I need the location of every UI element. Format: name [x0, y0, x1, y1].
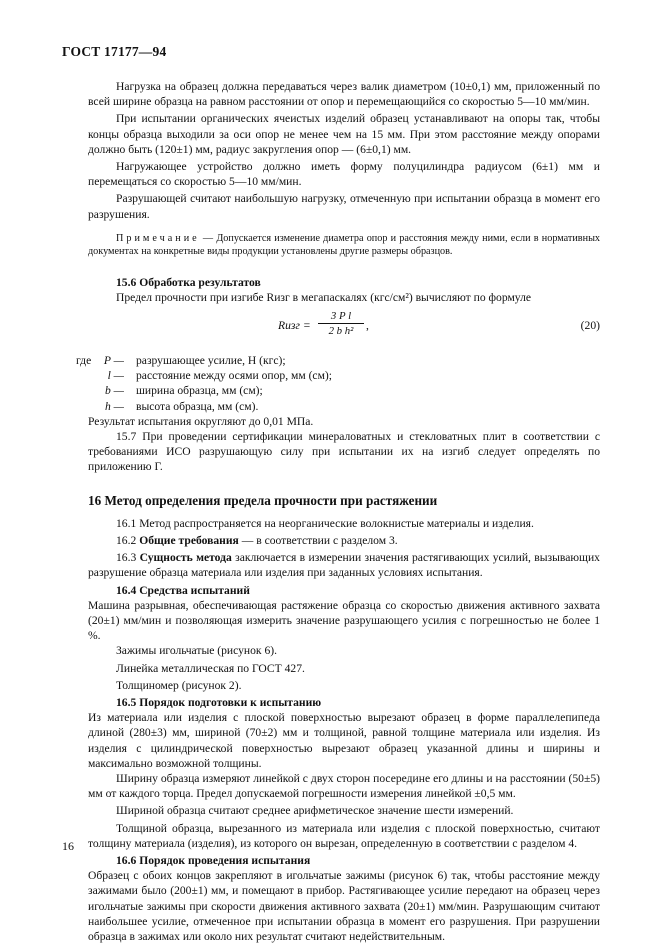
paragraph: Нагружающее устройство должно иметь форму полуцилиндра радиусом (6±1) мм и перемещаться со скоростью 5—10 мм/мин. [88, 160, 600, 189]
paragraph: Зажимы игольчатые (рисунок 6). [116, 644, 278, 658]
paragraph: Линейка металлическая по ГОСТ 427. [116, 661, 305, 675]
where-label: где [76, 354, 92, 368]
variable-list [76, 353, 600, 414]
section-heading-16-4: 16.4 Средства испытаний [116, 583, 250, 597]
clause-title: Общие требования [139, 534, 239, 548]
variable-row [76, 353, 600, 368]
variable-row [88, 368, 600, 383]
paragraph-16-2 [88, 533, 600, 548]
note-text: — Допускается изменение диаметра опор и расстояния между ними, если в нормативных документах на конкретные виды продукции установлены другие размеры образцов. [88, 232, 601, 258]
paragraph-16-3 [88, 550, 600, 580]
clause-text: — в соответствии с разделом 3. [241, 534, 398, 548]
paragraph-15-7: 15.7 При проведении сертификации минераловатных и стекловатных плит в соответствии с требованиями ИСО разрушающую силу при испытании их на изгиб следует определять по приложению Г. [88, 430, 600, 474]
paragraph: Шириной образца считают среднее арифметическое значение шести измерений. [116, 804, 514, 818]
variable-symbol: b — [104, 384, 124, 398]
note-label: Примечание [116, 232, 200, 244]
variable-row [88, 399, 600, 414]
variable-text: разрушающее усилие, Н (кгс); [136, 354, 286, 368]
note [88, 232, 600, 259]
formula-fraction [318, 309, 364, 338]
variable-text: расстояние между осями опор, мм (см); [136, 369, 332, 383]
page-number: 16 [62, 839, 74, 853]
formula-comma: , [366, 319, 369, 333]
section-heading-16-6: 16.6 Порядок проведения испытания [116, 854, 311, 868]
document-body [76, 79, 601, 944]
variable-text: высота образца, мм (см). [136, 399, 259, 413]
paragraph: При испытании органических ячеистых изделий образец устанавливают на опоры так, чтобы концы образца выходили за оси опор не менее чем на 15 мм. При этом расстояние между опорами должно быть (120±1) мм, радиус закругления опор — (6±0,1) мм. [88, 112, 600, 156]
variable-symbol: P — [103, 354, 124, 368]
formula-intro: Предел прочности при изгибе Rизг в мегапаскалях (кгс/см²) вычисляют по формуле [116, 290, 532, 304]
paragraph: Ширину образца измеряют линейкой с двух сторон посередине его длины и на расстоянии (50±5) мм от каждого торца. Предел допускаемой погрешности измерения линейкой ±0,5 мм. [88, 772, 600, 801]
variable-symbol: h — [104, 399, 124, 413]
paragraph: Нагрузка на образец должна передаваться через валик диаметром (10±0,1) мм, приложенный по всей ширине образца на равном расстоянии от опор и перемещающийся со скоростью 5—10 мм/мин. [88, 80, 600, 109]
paragraph: Толщиной образца, вырезанного из материала или изделия с плоской поверхностью, считают толщину материала (изделия), из которого он вырезан, определенную в соответствии с разделом 4. [88, 821, 600, 850]
clause-number: 16.2 [116, 534, 137, 548]
section-heading-15-6: 15.6 Обработка результатов [116, 275, 261, 289]
paragraph: Толщиномер (рисунок 2). [116, 678, 242, 692]
variable-row [88, 383, 600, 398]
paragraph: Машина разрывная, обеспечивающая растяжение образца со скоростью движения активного захвата (20±1) мм/мин и позволяющая измерить значение разрушающего усилия с погрешностью не более 1 %. [88, 598, 600, 643]
variable-symbol: l — [107, 369, 124, 383]
variable-text: ширина образца, мм (см); [136, 384, 263, 398]
formula-lhs: Rизг = [278, 319, 311, 333]
equation-number: (20) [580, 319, 600, 333]
section-heading-16: 16 Метод определения предела прочности при растяжении [88, 492, 438, 508]
formula-denominator: 2 b h² [328, 325, 354, 338]
clause-title: Сущность метода [139, 551, 232, 565]
rounding-rule: Результат испытания округляют до 0,01 МПа. [88, 414, 314, 428]
formula-numerator: 3 P l [318, 309, 364, 324]
paragraph-16-1: 16.1 Метод распространяется на неорганические волокнистые материалы и изделия. [116, 516, 534, 530]
clause-text: заключается в измерении значения растягивающих усилий, вызывающих разрушение образца материала или изделия при заданных условиях испытания. [88, 551, 600, 580]
document-code: ГОСТ 17177—94 [62, 44, 167, 59]
formula-20 [88, 309, 600, 343]
section-heading-16-5: 16.5 Порядок подготовки к испытанию [116, 696, 322, 710]
paragraph: Разрушающей считают наибольшую нагрузку, отмеченную при испытании образца в момент его разрушения. [88, 192, 600, 221]
paragraph: Образец с обоих концов закрепляют в игольчатые зажимы (рисунок 6) так, чтобы расстояние между зажимами было (200±1) мм, и помещают в прибор. Растягивающее усилие передают на образец через игольчатые зажимы при скорости движения активного захвата (20±1) мм/мин. Разрушающим считают наибольшее усилие, отмеченное при испытании образца в момент его разрушения. При разрушении образца в зажимах или около них результат считают недействительным. [88, 869, 600, 944]
paragraph: Из материала или изделия с плоской поверхностью вырезают образец в форме параллелепипеда длиной (280±3) мм, шириной (70±2) мм и толщиной, равной толщине материала или изделия. Из изделия с цилиндрической поверхностью вырезают образец указанной длины и ширины и максимально возможной толщины. [88, 711, 600, 770]
clause-number: 16.3 [116, 551, 137, 565]
